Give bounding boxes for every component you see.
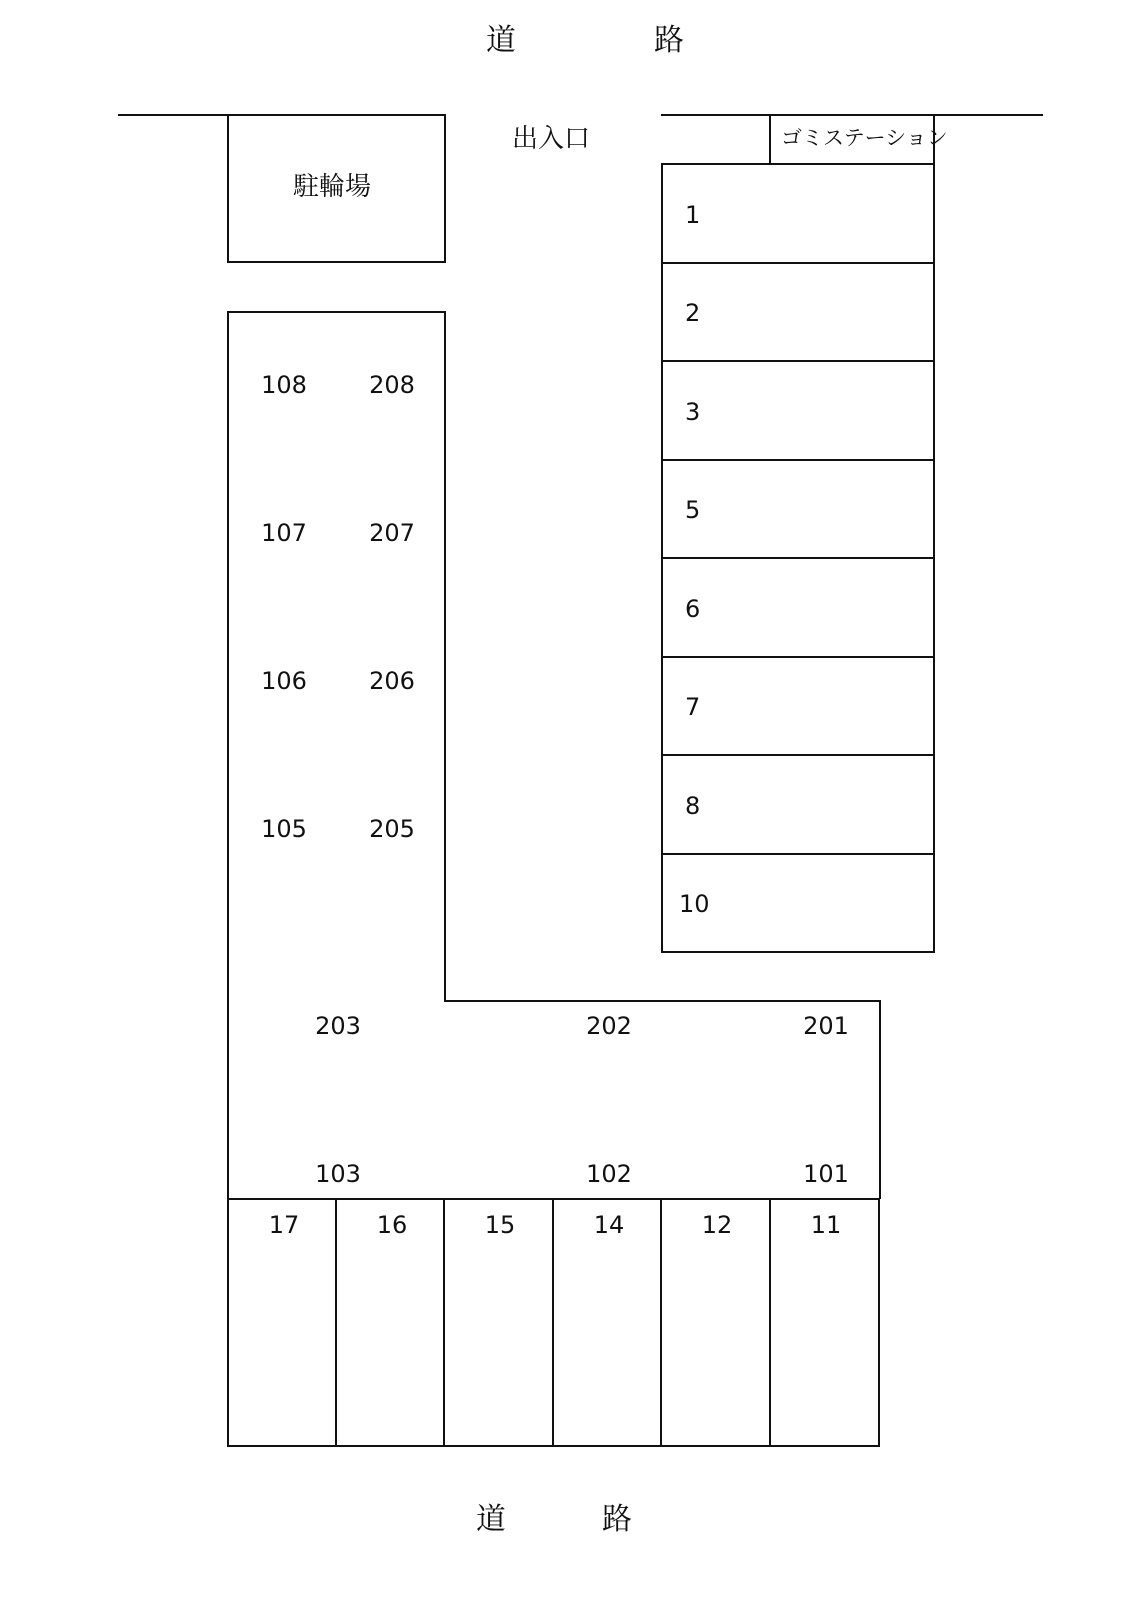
road-bottom-char-1: 道 — [476, 1502, 506, 1537]
parking-space-number: 10 — [679, 890, 710, 918]
unit-number: 208 — [369, 371, 415, 399]
parking-space-number: 8 — [685, 792, 701, 820]
parking-space-number: 3 — [685, 398, 701, 426]
unit-number: 108 — [261, 371, 307, 399]
parking-space — [443, 1198, 554, 1447]
parking-space-number: 11 — [810, 1211, 842, 1239]
unit-number: 201 — [803, 1012, 849, 1040]
parking-space-number: 12 — [701, 1211, 733, 1239]
parking-space-number: 6 — [685, 595, 701, 623]
parking-space-number: 2 — [685, 299, 701, 327]
road-top-char-2: 路 — [654, 23, 684, 58]
unit-number: 207 — [369, 519, 415, 547]
bicycle-parking-label: 駐輪場 — [293, 172, 372, 202]
entrance-label: 出入口 — [512, 124, 591, 154]
parking-space-number: 15 — [484, 1211, 516, 1239]
parking-space-number: 7 — [685, 693, 701, 721]
unit-number: 102 — [586, 1160, 632, 1188]
parking-space-number: 17 — [268, 1211, 300, 1239]
road-top-char-1: 道 — [486, 23, 516, 58]
parking-space — [335, 1198, 445, 1447]
unit-number: 206 — [369, 667, 415, 695]
unit-number: 101 — [803, 1160, 849, 1188]
unit-number: 202 — [586, 1012, 632, 1040]
parking-space-number: 16 — [376, 1211, 408, 1239]
parking-space — [227, 1198, 337, 1447]
parking-space-number: 14 — [593, 1211, 625, 1239]
road-bottom-char-2: 路 — [602, 1502, 632, 1537]
parking-space-number: 1 — [685, 201, 701, 229]
parking-space — [552, 1198, 662, 1447]
parking-space — [660, 1198, 771, 1447]
garbage-station-label: ゴミステーション — [781, 126, 948, 150]
unit-number: 106 — [261, 667, 307, 695]
parking-space-number: 5 — [685, 496, 701, 524]
unit-number: 203 — [315, 1012, 361, 1040]
unit-number: 205 — [369, 815, 415, 843]
parking-space — [769, 1198, 880, 1447]
unit-number: 105 — [261, 815, 307, 843]
unit-number: 103 — [315, 1160, 361, 1188]
unit-number: 107 — [261, 519, 307, 547]
